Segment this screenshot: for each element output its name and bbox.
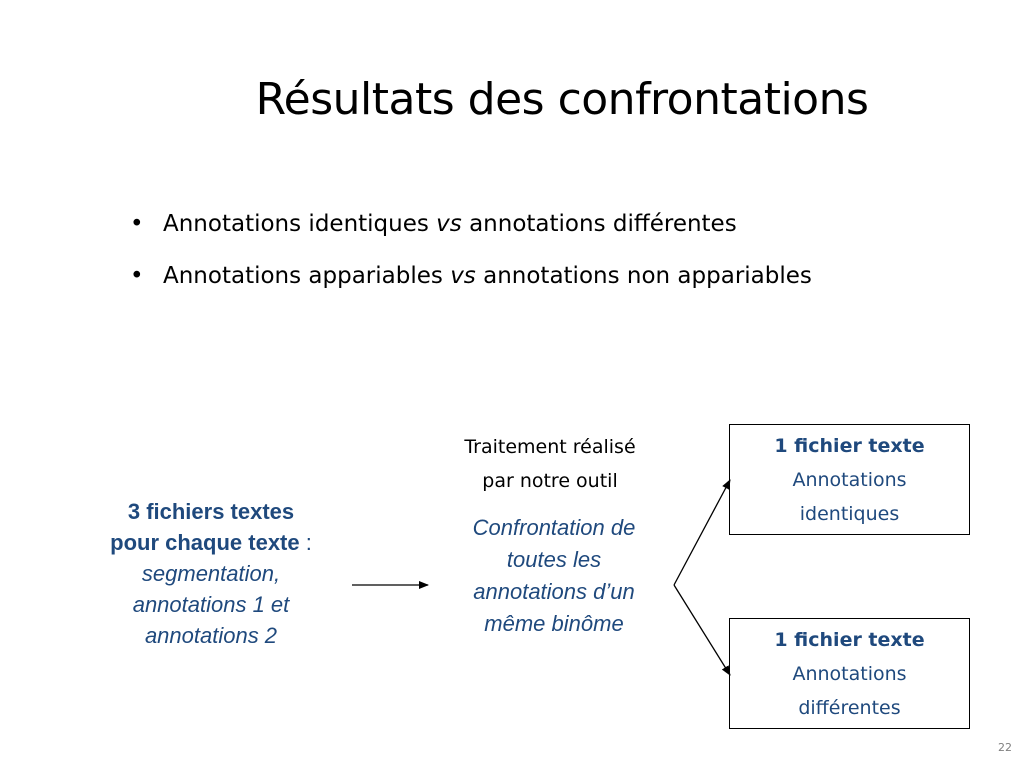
output-box-text: Annotations xyxy=(792,469,907,491)
process-description-line: même binôme xyxy=(484,611,624,636)
arrow-to-different-box xyxy=(674,585,730,675)
input-files-heading: 3 fichiers textes xyxy=(127,499,295,524)
process-description-line: annotations d’un xyxy=(473,579,635,604)
output-box-header: 1 fichier texte xyxy=(774,629,925,651)
output-box-header: 1 fichier texte xyxy=(774,435,925,457)
output-box-text: identiques xyxy=(799,503,900,525)
output-box-text: Annotations xyxy=(792,663,907,685)
process-caption-line: par notre outil xyxy=(482,470,618,492)
process-caption-line: Traitement réalisé xyxy=(464,436,636,458)
slide-title: Résultats des confrontations xyxy=(255,74,869,125)
output-box-text: différentes xyxy=(798,697,901,719)
process-description-line: toutes les xyxy=(506,547,602,572)
bullet-text: annotations différentes xyxy=(461,211,737,237)
process-description-line: Confrontation de xyxy=(472,515,636,540)
page-number: 22 xyxy=(998,741,1012,754)
bullet-text: Annotations identiques xyxy=(163,211,437,237)
input-files-subheading: pour chaque texte xyxy=(110,530,300,555)
bullet-text: annotations non appariables xyxy=(475,263,812,289)
input-files-colon: : xyxy=(299,530,312,555)
input-files-item: annotations 1 et xyxy=(132,592,290,617)
bullet-emphasis: vs xyxy=(450,263,476,289)
input-files-item: segmentation, xyxy=(141,561,281,586)
bullet-dot-icon: • xyxy=(130,211,144,237)
bullet-text: Annotations appariables xyxy=(163,263,451,289)
bullet-dot-icon: • xyxy=(130,263,144,289)
bullet-emphasis: vs xyxy=(436,211,462,237)
input-files-item: annotations 2 xyxy=(144,623,278,648)
arrow-to-identical-box xyxy=(674,480,730,585)
